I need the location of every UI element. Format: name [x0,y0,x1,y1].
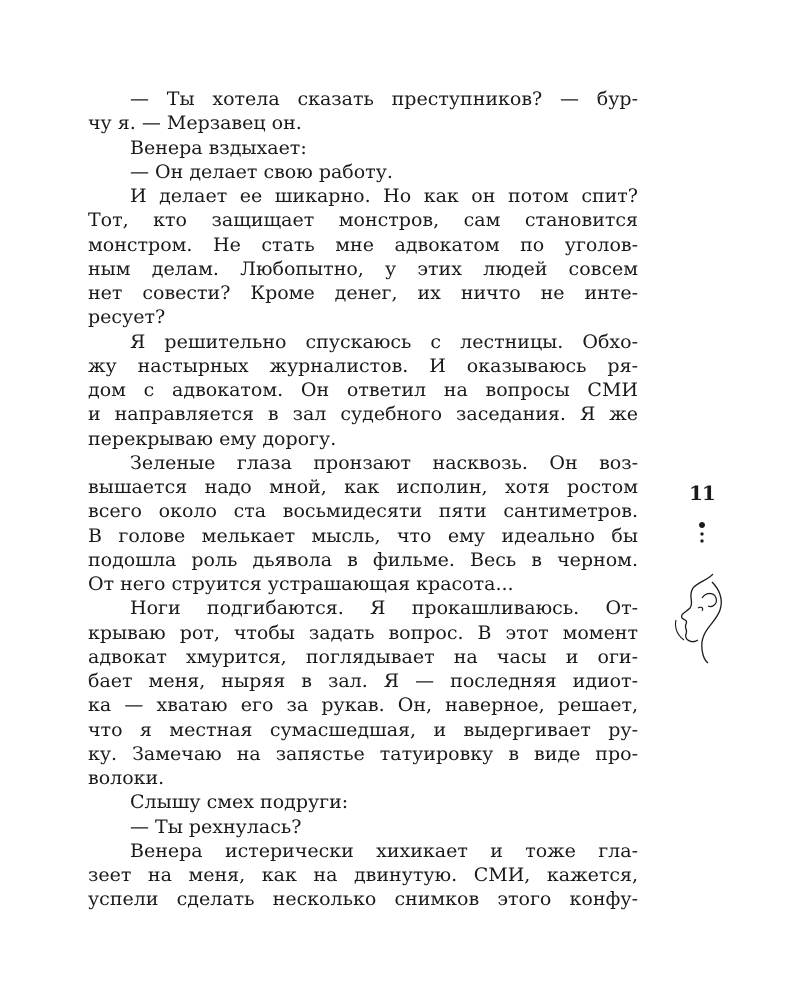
face-line-drawing-icon [668,568,728,664]
text-line: Я решительно спускаюсь с лестницы. Обхо- [130,330,638,353]
text-line: успели сделать несколько снимков этого конфу- [88,888,638,911]
text-line: чу я. — Мерзавец он. [88,112,302,135]
text-line: ным делам. Любопытно, у этих людей совсем [88,257,638,280]
text-line: — Ты хотела сказать преступников? — бур- [130,88,638,110]
text-line: дом с адвокатом. Он ответил на вопросы СМИ [88,379,638,401]
text-line: ку. Замечаю на запястье татуировку в виде про- [88,742,638,765]
text-line: волоки. [88,767,165,789]
text-line: нет совести? Кроме денег, их ничто не инте- [88,282,638,304]
text-line: Зеленые глаза пронзают насквозь. Он воз- [130,451,638,474]
text-line: монстром. Не стать мне адвокатом по уголов- [88,233,638,256]
text-line: ка — хватаю его за рукав. Он, наверное, решает, [88,694,638,717]
text-line: — Он делает свою работу. [130,160,393,183]
text-line: ресует? [88,306,166,329]
text-line: вышается надо мной, как исполин, хотя ростом [88,476,638,498]
text-line: В голове мелькает мысль, что ему идеально бы [88,524,638,547]
text-line: Венера вздыхает: [130,136,307,159]
text-line: крываю рот, чтобы задать вопрос. В этот момент [88,621,638,644]
text-line: От него струится устрашающая красота... [88,573,514,595]
page-number: 11 [689,481,715,505]
text-line: бает меня, ныряя в зал. Я — последняя идиот- [88,670,638,692]
text-line: — Ты рехнулась? [130,815,302,838]
dots-ornament-icon [692,520,712,550]
text-line: И делает ее шикарно. Но как он потом спит? [130,185,638,207]
text-line: Тот, кто защищает монстров, сам становится [88,209,638,232]
text-line: жу настырных журналистов. И оказываюсь ря- [88,354,638,377]
text-line: подошла роль дьявола в фильме. Весь в черном. [88,548,638,571]
text-line: Ноги подгибаются. Я прокашливаюсь. От- [130,597,638,620]
body-text [88,87,638,912]
text-line: Венера истерически хихикает и тоже гла- [130,839,638,862]
text-line: Слышу смех подруги: [130,791,349,814]
text-line: и направляется в зал судебного заседания. Я же [88,403,638,426]
text-line: всего около ста восьмидесяти пяти сантиметров. [88,500,638,523]
text-line: перекрываю ему дорогу. [88,427,337,450]
text-line: адвокат хмурится, поглядывает на часы и оги- [88,645,638,668]
text-line: что я местная сумасшедшая, и выдергивает ру- [88,718,638,741]
text-line: зеет на меня, как на двинутую. СМИ, кажется, [88,864,638,886]
